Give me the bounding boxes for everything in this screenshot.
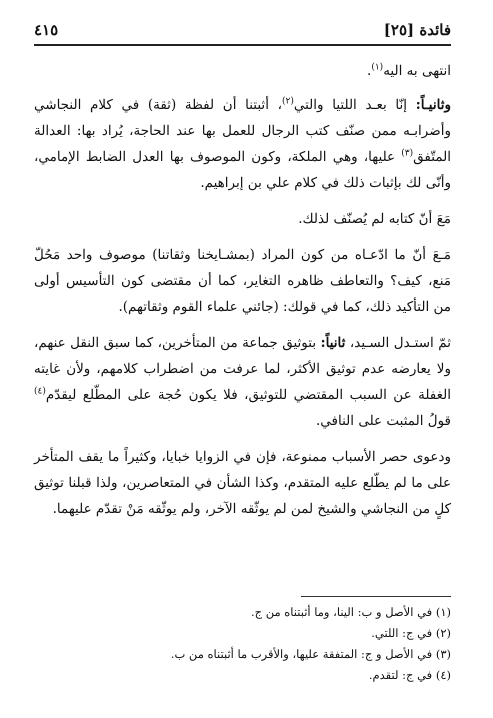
paragraph-2 — [34, 92, 451, 196]
main-text — [34, 58, 451, 532]
paragraph-2-text-a: إنّا بعـد اللتيا والتي — [293, 97, 416, 113]
paragraph-2-text-c: عليها، وهي الملكة، وكون الموصوف بها العدل الضابط الإمامي، وأنّى لك بإثبات ذلك في كلام علي بن إبراهيم. — [34, 149, 451, 191]
footnote-1: (١) في الأصل و ب: الينا، وما أثبتناه من ج. — [250, 605, 451, 619]
footnote-divider — [301, 596, 451, 597]
paragraph-5-text-b: بتوثيق جماعة من المتأخرين، كما سبق النقل عنهم، ولا يعارضه عدم توثيق الأكثر، لما عرفت من اضطراب كلامهم، ولأن غايته الغفلة عن السبب المقتضي للتوثيق، فلا يكون حُجة على المطّلع ليقدّم — [34, 335, 451, 403]
header-divider — [34, 44, 451, 46]
page-header — [34, 18, 451, 42]
paragraph-3: مَعَ أنّ كتابه لم يُصنّف لذلك. — [298, 211, 451, 227]
footnote-ref-3: (٣) — [401, 148, 414, 159]
paragraph-1-text: انتهى به اليه — [383, 63, 451, 79]
footnotes — [34, 602, 451, 686]
paragraph-5-text-a: ثمّ استـدل السـيد، — [345, 335, 451, 351]
page-number: ٤١٥ — [34, 21, 59, 39]
paragraph-2-text-b: ، أثبتنا أن لفظة (ثقة) في كلام النجاشي وأضرابـه ممن صنّف كتب الرجال للعمل بها عند الحاجة، يُراد بها: العدالة المتّفق — [34, 97, 451, 165]
paragraph-5 — [34, 330, 451, 434]
footnote-ref-1: (١) — [371, 62, 384, 73]
footnote-3: (٣) في الأصل و ج: المتفقة عليها، والأقرب ما أثبتناه من ب. — [170, 647, 451, 661]
paragraph-5-text-c: قولُ المثبت على النافي. — [315, 413, 451, 429]
paragraph-1: انتهى به اليه$^{(١)}$. — [367, 62, 451, 79]
secondly-label: وثانيـاً: — [415, 97, 451, 113]
paragraph-4: مَـعَ أنّ ما ادّعـاه من كون المراد (بمشـايخنا وثقاتنا) موصوف واحد مَحُلّ مَنع، كيف؟ والتعاطف ظاهره التغاير، كما أن مقتضى كون التأسيس أولى من التأكيد ذلك، كما في قولك: (جائني علماء القوم وثقاتهم). — [34, 247, 451, 315]
chapter-title: فائدة [٢٥] — [383, 21, 451, 39]
paragraph-6: ودعوى حصر الأسباب ممنوعة، فإن في الزوايا خبايا، وكثيراً ما يقف المتأخر على ما لم يطّلع عليه المتقدم، وكذا الشأن في المتعاصرين، ولذا قبلنا توثيق كلٍ من النجاشي والشيخ لمن لم يوثّقه الآخر، ولم يوثّقه مَنْ تقدّم عليهما. — [34, 449, 451, 517]
footnote-4: (٤) في ج: لتقدم. — [368, 668, 451, 682]
footnote-ref-4: (٤) — [34, 386, 46, 397]
footnote-ref-2: (٢) — [281, 96, 294, 107]
secondly-label-2: ثانياً: — [320, 335, 346, 351]
footnote-2: (٢) في ج: اللتي. — [371, 626, 451, 640]
